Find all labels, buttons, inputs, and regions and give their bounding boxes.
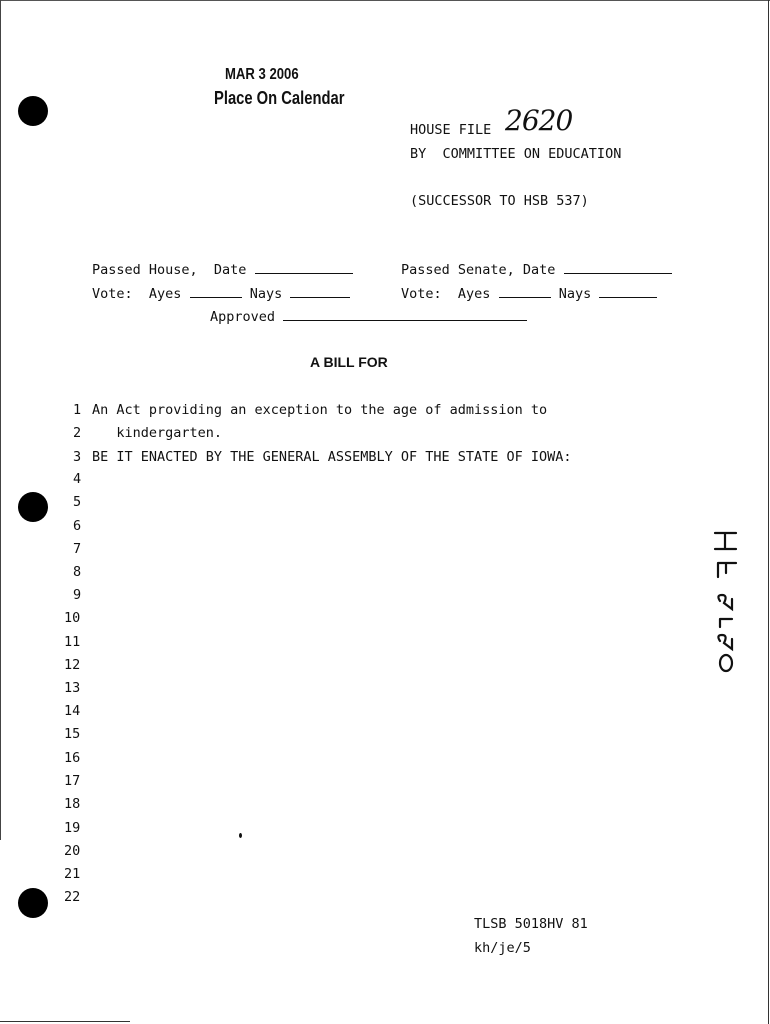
passed-house-date-label: Passed House, Date <box>92 262 353 278</box>
line-number: 15 <box>64 726 81 742</box>
stray-ink-mark <box>239 833 242 838</box>
footer-initials: kh/je/5 <box>474 940 531 956</box>
line-number: 7 <box>73 541 82 557</box>
punch-hole-bottom <box>18 888 48 918</box>
line-number: 12 <box>64 657 81 673</box>
house-vote-line: Vote: Ayes Nays <box>92 286 350 302</box>
senate-nays-blank <box>599 287 657 298</box>
stamp-place-on-calendar: Place On Calendar <box>214 88 345 108</box>
line-number: 4 <box>73 471 82 487</box>
page-edge-top <box>0 0 770 1</box>
line-number: 2 <box>73 425 82 441</box>
line-number: 11 <box>64 634 81 650</box>
house-ayes-blank <box>190 287 242 298</box>
senate-ayes-blank <box>499 287 551 298</box>
page-edge-right <box>768 0 769 1024</box>
house-file-label: HOUSE FILE <box>410 122 492 138</box>
line-number: 22 <box>64 889 81 905</box>
bill-text-line-1: An Act providing an exception to the age of admission to <box>92 402 548 418</box>
stamp-date: MAR 3 2006 <box>225 66 299 83</box>
punch-hole-middle <box>18 492 48 522</box>
house-file-number: 2620 <box>505 104 573 137</box>
line-number: 14 <box>64 703 81 719</box>
bill-text-line-2: kindergarten. <box>92 425 223 441</box>
side-handwritten-annotation <box>712 525 752 675</box>
line-number: 17 <box>64 773 81 789</box>
line-number: 9 <box>73 587 82 603</box>
line-number: 10 <box>64 610 81 626</box>
line-number: 21 <box>64 866 81 882</box>
senate-vote-line: Vote: Ayes Nays <box>401 286 657 302</box>
footer-tlsb-code: TLSB 5018HV 81 <box>474 916 588 932</box>
line-number: 8 <box>73 564 82 580</box>
approved-line: Approved <box>210 309 527 325</box>
bill-heading: A BILL FOR <box>310 354 388 370</box>
passed-senate-date-label: Passed Senate, Date <box>401 262 672 278</box>
line-number: 3 <box>73 449 82 465</box>
passed-house-date-blank <box>255 263 353 274</box>
line-number: 20 <box>64 843 81 859</box>
passed-senate-date-blank <box>564 263 672 274</box>
line-number: 1 <box>73 402 82 418</box>
punch-hole-top <box>18 96 48 126</box>
house-nays-blank <box>290 287 350 298</box>
page-edge-bottom <box>0 1021 130 1022</box>
line-number: 6 <box>73 518 82 534</box>
page-edge-left <box>0 0 1 840</box>
successor-line: (SUCCESSOR TO HSB 537) <box>410 193 589 209</box>
line-number: 5 <box>73 494 82 510</box>
by-committee-line: BY COMMITTEE ON EDUCATION <box>410 146 622 162</box>
line-number: 13 <box>64 680 81 696</box>
line-number: 18 <box>64 796 81 812</box>
line-number: 19 <box>64 820 81 836</box>
approved-blank <box>283 310 527 321</box>
bill-text-line-3: BE IT ENACTED BY THE GENERAL ASSEMBLY OF THE STATE OF IOWA: <box>92 449 572 465</box>
line-number: 16 <box>64 750 81 766</box>
